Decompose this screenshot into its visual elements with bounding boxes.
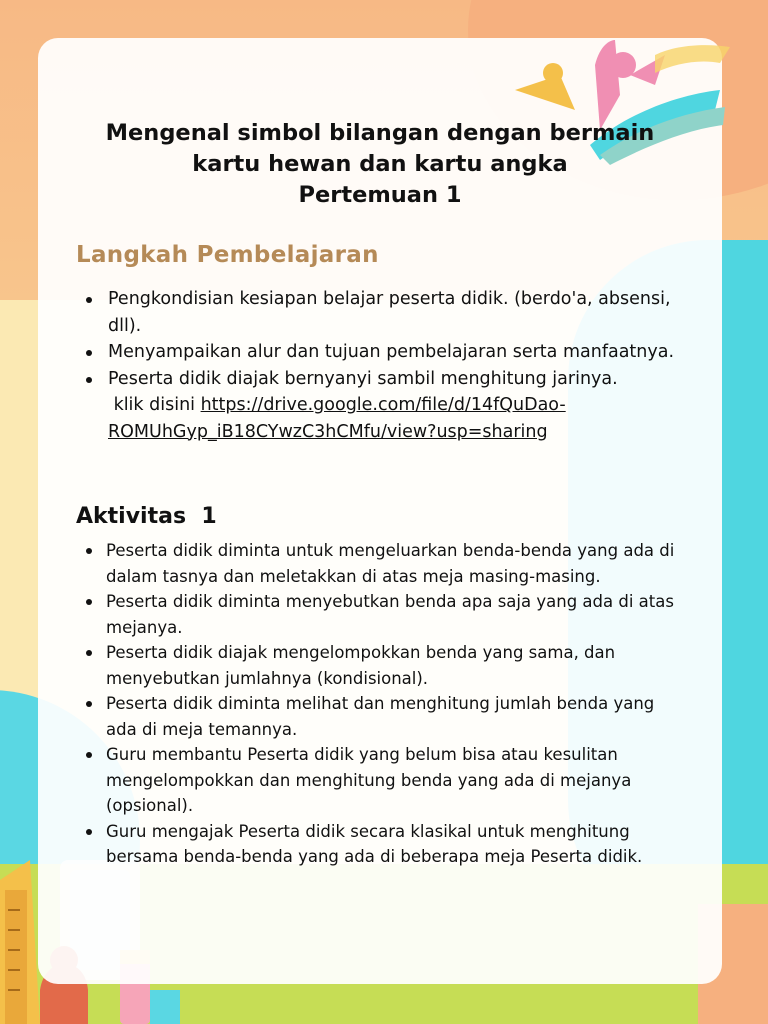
list-item: Menyampaikan alur dan tujuan pembelajaran serta manfaatnya. xyxy=(76,339,676,366)
title-line-1: Mengenal simbol bilangan dengan bermain xyxy=(105,120,655,146)
list-item: Pengkondisian kesiapan belajar peserta didik. (berdo'a, absensi, dll). xyxy=(76,286,676,339)
list-item: Guru mengajak Peserta didik secara klasikal untuk menghitung bersama benda-benda yang ada di beberapa meja Peserta didik. xyxy=(76,819,686,870)
langkah-list xyxy=(76,286,676,445)
drive-link-part-1[interactable]: https://drive.google.com/file/d/14fQuDao- xyxy=(200,395,566,415)
aktivitas-list xyxy=(76,538,686,870)
link-line xyxy=(76,392,676,445)
page-title xyxy=(78,118,682,211)
section-heading-langkah: Langkah Pembelajaran xyxy=(76,242,379,268)
section-heading-aktivitas: Aktivitas 1 xyxy=(76,504,217,529)
list-item: Peserta didik diajak mengelompokkan benda yang sama, dan menyebutkan jumlahnya (kondisional). xyxy=(76,640,686,691)
content-card xyxy=(38,38,722,984)
list-item: Peserta didik diminta untuk mengeluarkan benda-benda yang ada di dalam tasnya dan meletakkan di atas meja masing-masing. xyxy=(76,538,686,589)
drive-link-part-2[interactable]: ROMUhGyp_iB18CYwzC3hCMfu/view?usp=sharing xyxy=(108,421,548,442)
title-line-3: Pertemuan 1 xyxy=(298,182,462,208)
list-item: Peserta didik diajak bernyanyi sambil menghitung jarinya. xyxy=(76,366,676,393)
link-prefix: klik disini xyxy=(108,395,201,415)
list-item: Guru membantu Peserta didik yang belum bisa atau kesulitan mengelompokkan dan menghitung benda yang ada di mejanya (opsional). xyxy=(76,742,686,819)
title-line-2: kartu hewan dan kartu angka xyxy=(192,151,568,177)
list-item: Peserta didik diminta melihat dan menghitung jumlah benda yang ada di meja temannya. xyxy=(76,691,686,742)
list-item: Peserta didik diminta menyebutkan benda apa saja yang ada di atas mejanya. xyxy=(76,589,686,640)
